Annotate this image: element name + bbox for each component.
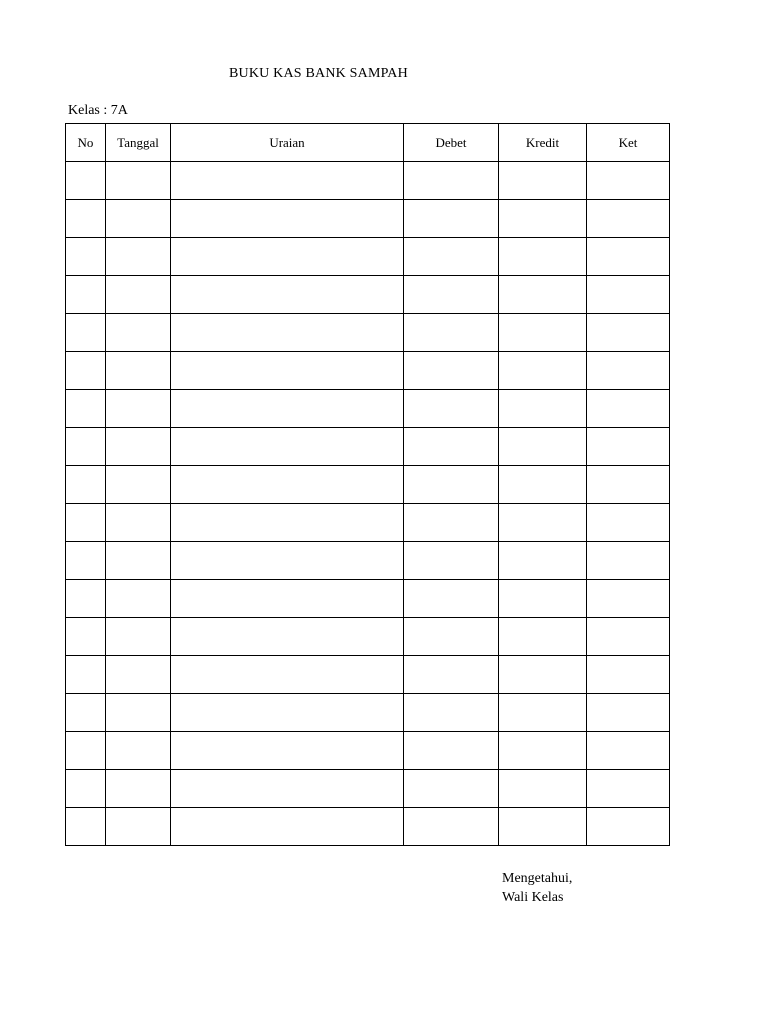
cell-debet — [404, 352, 499, 390]
cell-ket — [587, 314, 670, 352]
cell-no — [66, 238, 106, 276]
table-row — [66, 162, 670, 200]
cell-ket — [587, 694, 670, 732]
cell-ket — [587, 504, 670, 542]
cell-debet — [404, 200, 499, 238]
cell-uraian — [171, 542, 404, 580]
cell-no — [66, 352, 106, 390]
cell-debet — [404, 314, 499, 352]
cell-ket — [587, 732, 670, 770]
cell-tanggal — [106, 238, 171, 276]
cell-ket — [587, 352, 670, 390]
cell-kredit — [499, 466, 587, 504]
cell-ket — [587, 162, 670, 200]
cell-ket — [587, 808, 670, 846]
cell-kredit — [499, 808, 587, 846]
cell-kredit — [499, 200, 587, 238]
cell-debet — [404, 466, 499, 504]
cell-debet — [404, 504, 499, 542]
header-debet: Debet — [404, 124, 499, 162]
cell-ket — [587, 770, 670, 808]
cell-uraian — [171, 390, 404, 428]
cell-no — [66, 162, 106, 200]
table-row — [66, 200, 670, 238]
cell-debet — [404, 428, 499, 466]
cell-kredit — [499, 352, 587, 390]
table-row — [66, 808, 670, 846]
cell-uraian — [171, 808, 404, 846]
table-row — [66, 732, 670, 770]
cell-ket — [587, 390, 670, 428]
cell-uraian — [171, 200, 404, 238]
cell-no — [66, 390, 106, 428]
cell-tanggal — [106, 314, 171, 352]
table-row — [66, 580, 670, 618]
cell-uraian — [171, 428, 404, 466]
table-row — [66, 694, 670, 732]
cell-uraian — [171, 238, 404, 276]
cell-no — [66, 808, 106, 846]
cell-uraian — [171, 162, 404, 200]
cell-kredit — [499, 618, 587, 656]
cell-tanggal — [106, 200, 171, 238]
cell-ket — [587, 200, 670, 238]
cell-tanggal — [106, 618, 171, 656]
cell-tanggal — [106, 390, 171, 428]
cell-no — [66, 770, 106, 808]
table-row — [66, 656, 670, 694]
cell-debet — [404, 162, 499, 200]
cell-ket — [587, 580, 670, 618]
cell-uraian — [171, 618, 404, 656]
header-tanggal: Tanggal — [106, 124, 171, 162]
cell-tanggal — [106, 504, 171, 542]
cell-no — [66, 466, 106, 504]
table-row — [66, 504, 670, 542]
cell-debet — [404, 276, 499, 314]
table-row — [66, 428, 670, 466]
cell-uraian — [171, 694, 404, 732]
cell-uraian — [171, 352, 404, 390]
table-row — [66, 276, 670, 314]
signature-homeroom-teacher: Wali Kelas — [502, 890, 564, 905]
cell-kredit — [499, 580, 587, 618]
cell-kredit — [499, 390, 587, 428]
cell-debet — [404, 770, 499, 808]
table-body — [66, 162, 670, 846]
cell-no — [66, 428, 106, 466]
page-title: BUKU KAS BANK SAMPAH — [229, 66, 408, 81]
cell-uraian — [171, 504, 404, 542]
cell-kredit — [499, 504, 587, 542]
cell-no — [66, 200, 106, 238]
cell-ket — [587, 276, 670, 314]
table-row — [66, 466, 670, 504]
header-ket: Ket — [587, 124, 670, 162]
cell-kredit — [499, 656, 587, 694]
table-row — [66, 542, 670, 580]
cell-tanggal — [106, 580, 171, 618]
table-row — [66, 314, 670, 352]
class-label: Kelas : 7A — [68, 103, 128, 118]
cell-kredit — [499, 542, 587, 580]
cell-debet — [404, 618, 499, 656]
header-uraian: Uraian — [171, 124, 404, 162]
cell-uraian — [171, 732, 404, 770]
cell-no — [66, 656, 106, 694]
cell-debet — [404, 390, 499, 428]
cell-kredit — [499, 314, 587, 352]
cell-tanggal — [106, 694, 171, 732]
cell-no — [66, 276, 106, 314]
cell-ket — [587, 656, 670, 694]
cell-tanggal — [106, 162, 171, 200]
table-row — [66, 238, 670, 276]
signature-block — [502, 869, 572, 907]
cell-ket — [587, 542, 670, 580]
cell-kredit — [499, 162, 587, 200]
cell-no — [66, 618, 106, 656]
cell-debet — [404, 732, 499, 770]
cell-uraian — [171, 770, 404, 808]
cell-tanggal — [106, 276, 171, 314]
cell-ket — [587, 428, 670, 466]
cell-tanggal — [106, 656, 171, 694]
cell-kredit — [499, 732, 587, 770]
cell-kredit — [499, 238, 587, 276]
cell-kredit — [499, 770, 587, 808]
cell-tanggal — [106, 808, 171, 846]
cell-debet — [404, 238, 499, 276]
cell-ket — [587, 238, 670, 276]
cell-debet — [404, 580, 499, 618]
cell-tanggal — [106, 466, 171, 504]
table-row — [66, 390, 670, 428]
cell-tanggal — [106, 352, 171, 390]
cell-uraian — [171, 580, 404, 618]
cell-tanggal — [106, 428, 171, 466]
cell-kredit — [499, 276, 587, 314]
table-row — [66, 352, 670, 390]
cell-no — [66, 504, 106, 542]
cell-no — [66, 314, 106, 352]
cash-ledger-table — [65, 123, 670, 846]
cell-kredit — [499, 428, 587, 466]
cell-debet — [404, 542, 499, 580]
cell-uraian — [171, 466, 404, 504]
signature-acknowledged: Mengetahui, — [502, 871, 573, 886]
cell-ket — [587, 466, 670, 504]
cell-no — [66, 580, 106, 618]
header-no: No — [66, 124, 106, 162]
table-row — [66, 770, 670, 808]
cell-tanggal — [106, 770, 171, 808]
cell-no — [66, 732, 106, 770]
cell-tanggal — [106, 542, 171, 580]
table-header-row — [66, 124, 670, 162]
cell-tanggal — [106, 732, 171, 770]
cell-no — [66, 694, 106, 732]
cell-no — [66, 542, 106, 580]
cell-ket — [587, 618, 670, 656]
cell-uraian — [171, 314, 404, 352]
table-row — [66, 618, 670, 656]
cell-kredit — [499, 694, 587, 732]
cell-debet — [404, 656, 499, 694]
cell-uraian — [171, 276, 404, 314]
cell-uraian — [171, 656, 404, 694]
cell-debet — [404, 808, 499, 846]
cell-debet — [404, 694, 499, 732]
header-kredit: Kredit — [499, 124, 587, 162]
